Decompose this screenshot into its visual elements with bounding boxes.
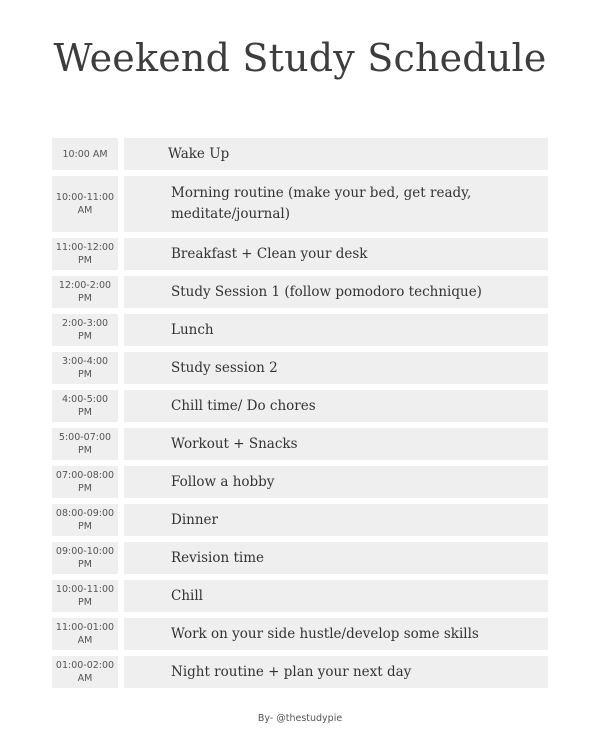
time-slot: 11:00-12:00 PM bbox=[52, 238, 118, 270]
schedule-row bbox=[52, 580, 548, 612]
time-slot: 3:00-4:00 PM bbox=[52, 352, 118, 384]
schedule-row bbox=[52, 314, 548, 346]
task-label: Study session 2 bbox=[124, 352, 548, 384]
schedule-row bbox=[52, 466, 548, 498]
task-label: Wake Up bbox=[124, 138, 548, 170]
task-label: Lunch bbox=[124, 314, 548, 346]
schedule-row bbox=[52, 138, 548, 170]
schedule-row bbox=[52, 618, 548, 650]
task-label: Morning routine (make your bed, get ready, meditate/journal) bbox=[124, 176, 548, 232]
task-label: Revision time bbox=[124, 542, 548, 574]
task-label: Dinner bbox=[124, 504, 548, 536]
time-slot: 5:00-07:00 PM bbox=[52, 428, 118, 460]
task-label: Chill bbox=[124, 580, 548, 612]
time-slot: 11:00-01:00 AM bbox=[52, 618, 118, 650]
schedule-row bbox=[52, 542, 548, 574]
time-slot: 10:00-11:00 AM bbox=[52, 176, 118, 232]
page-title: Weekend Study Schedule bbox=[53, 36, 547, 80]
task-label: Chill time/ Do chores bbox=[124, 390, 548, 422]
time-slot: 10:00 AM bbox=[52, 138, 118, 170]
time-slot: 07:00-08:00 PM bbox=[52, 466, 118, 498]
time-slot: 01:00-02:00 AM bbox=[52, 656, 118, 688]
time-slot: 4:00-5:00 PM bbox=[52, 390, 118, 422]
task-label: Breakfast + Clean your desk bbox=[124, 238, 548, 270]
time-slot: 10:00-11:00 PM bbox=[52, 580, 118, 612]
schedule-list bbox=[52, 138, 548, 694]
schedule-row bbox=[52, 176, 548, 232]
time-slot: 2:00-3:00 PM bbox=[52, 314, 118, 346]
time-slot: 08:00-09:00 PM bbox=[52, 504, 118, 536]
schedule-row bbox=[52, 656, 548, 688]
schedule-row bbox=[52, 390, 548, 422]
schedule-row bbox=[52, 238, 548, 270]
credit-footer: By- @thestudypie bbox=[257, 713, 343, 724]
task-label: Night routine + plan your next day bbox=[124, 656, 548, 688]
task-label: Study Session 1 (follow pomodoro technique) bbox=[124, 276, 548, 308]
schedule-row bbox=[52, 504, 548, 536]
schedule-row bbox=[52, 276, 548, 308]
task-label: Follow a hobby bbox=[124, 466, 548, 498]
task-label: Work on your side hustle/develop some skills bbox=[124, 618, 548, 650]
schedule-row bbox=[52, 428, 548, 460]
schedule-row bbox=[52, 352, 548, 384]
task-label: Workout + Snacks bbox=[124, 428, 548, 460]
time-slot: 12:00-2:00 PM bbox=[52, 276, 118, 308]
time-slot: 09:00-10:00 PM bbox=[52, 542, 118, 574]
